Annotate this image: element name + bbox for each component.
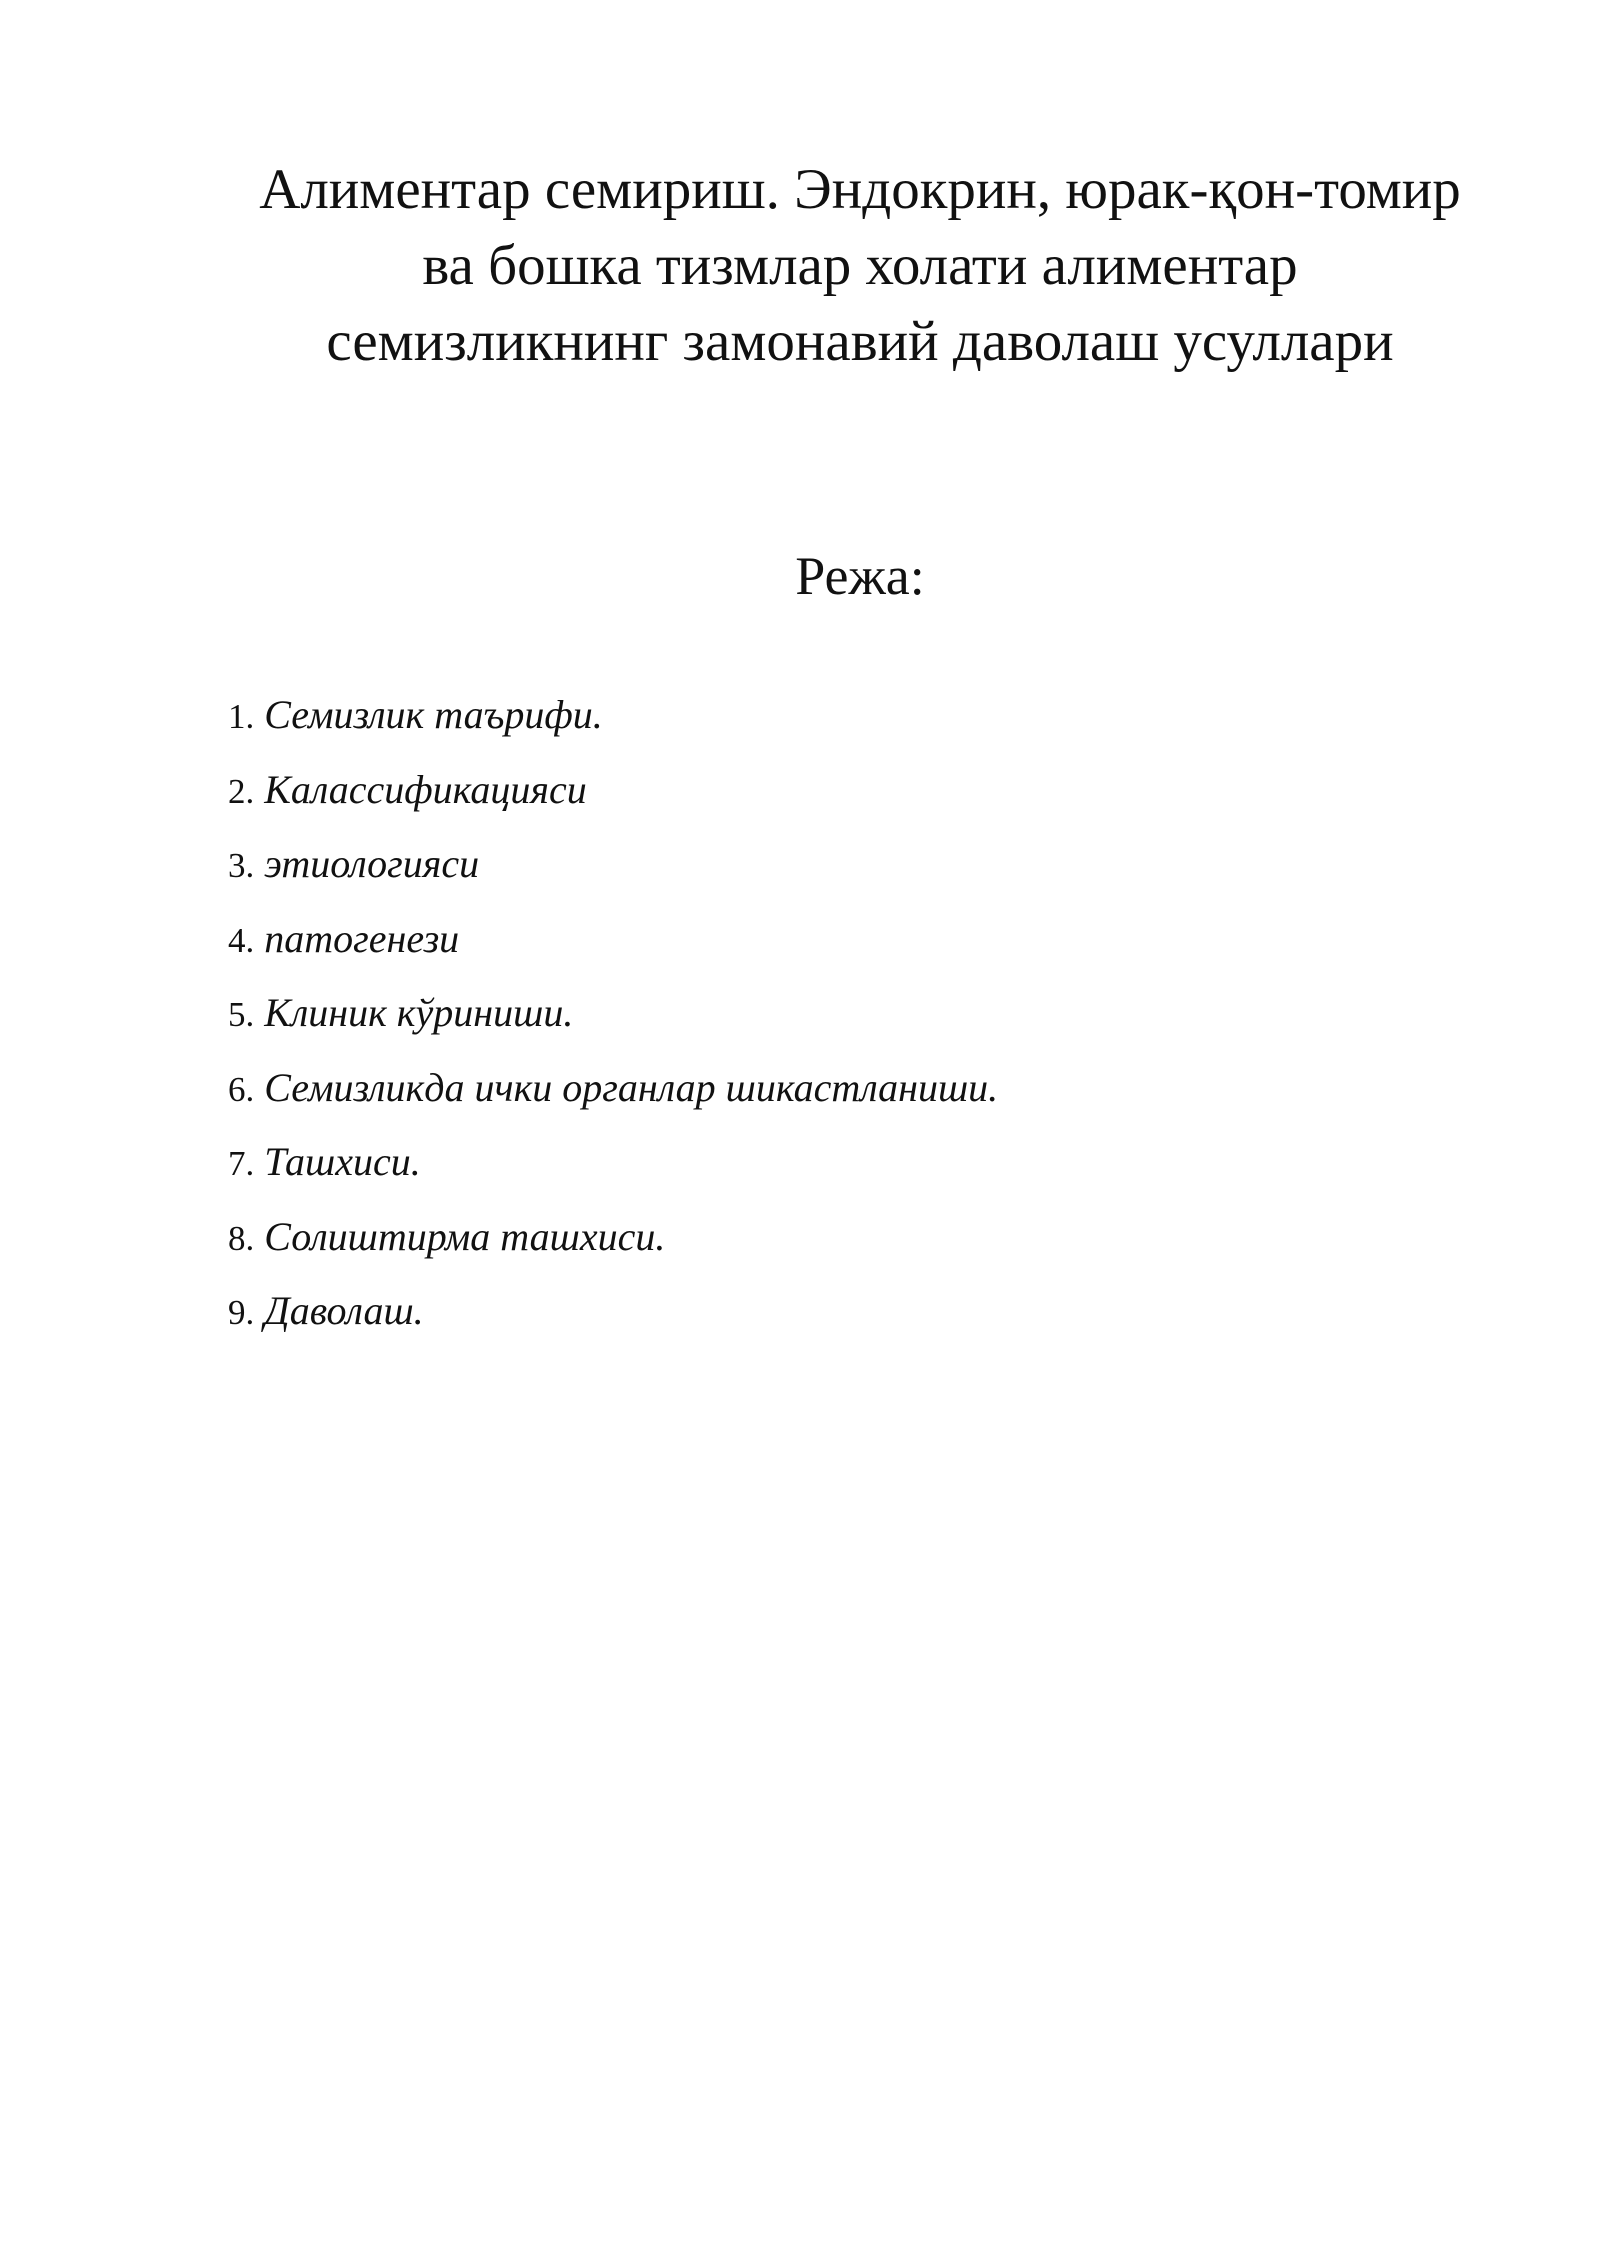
list-item-text: Калассификацияси <box>264 766 587 812</box>
list-item-number: 3. <box>228 846 255 885</box>
plan-list <box>228 690 998 1361</box>
list-item-text: Ташхиси. <box>264 1139 421 1184</box>
list-item-number: 6. <box>228 1069 255 1109</box>
list-item-number: 8. <box>228 1218 255 1258</box>
list-item-text: Солиштирма ташхиси. <box>264 1213 666 1259</box>
list-item-text: Клиник кўриниши. <box>264 990 574 1035</box>
list-item-text: Даволаш. <box>264 1288 424 1333</box>
list-item-number: 1. <box>228 697 255 736</box>
list-item-number: 2. <box>228 771 255 811</box>
list-item <box>228 1212 998 1287</box>
list-item <box>228 1286 998 1361</box>
list-item-number: 9. <box>228 1293 255 1332</box>
list-item <box>228 765 998 840</box>
list-item-text: патогенези <box>264 915 460 961</box>
title-line: ва бошка тизмлар холати алиментар <box>422 234 1298 297</box>
plan-heading: Режа: <box>795 546 925 606</box>
list-item <box>228 839 998 914</box>
list-item-number: 5. <box>228 995 255 1034</box>
list-item <box>228 914 998 989</box>
list-item-number: 4. <box>228 920 255 960</box>
list-item <box>228 988 998 1063</box>
list-item <box>228 1137 998 1212</box>
title-line: Алиментар семириш. Эндокрин, юрак-қон-томир <box>259 158 1461 221</box>
list-item-number: 7. <box>228 1144 255 1183</box>
list-item <box>228 1063 998 1138</box>
list-item-text: Семизликда ички органлар шикастланиши. <box>264 1064 999 1110</box>
list-item-text: Семизлик таърифи. <box>264 692 603 737</box>
list-item <box>228 690 998 765</box>
document-title <box>200 152 1520 380</box>
list-item-text: этиологияси <box>264 841 480 886</box>
title-line: семизликнинг замонавий даволаш усуллари <box>326 310 1394 373</box>
